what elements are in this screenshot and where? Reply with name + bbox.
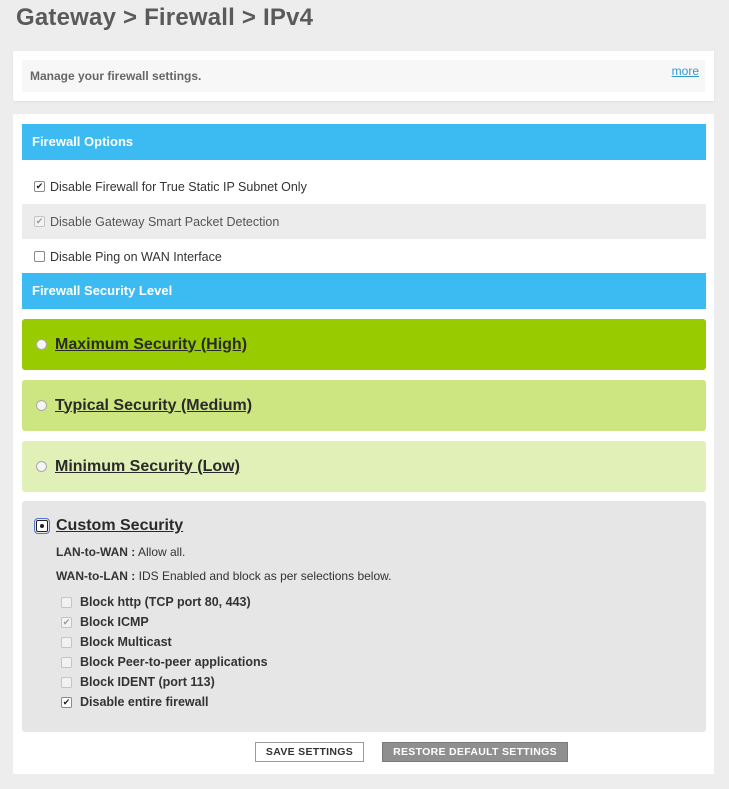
- wan-to-lan-key: WAN-to-LAN :: [56, 569, 136, 583]
- level-low-radio[interactable]: [36, 461, 47, 472]
- custom-security-label[interactable]: Custom Security: [56, 517, 184, 534]
- lan-to-wan-info: [56, 545, 185, 559]
- block-ident-label: Block IDENT (port 113): [80, 675, 215, 689]
- lan-to-wan-value: Allow all.: [135, 545, 186, 559]
- block-icmp-label: Block ICMP: [80, 615, 149, 629]
- block-p2p-row: [61, 655, 268, 669]
- main-panel: [13, 114, 714, 774]
- option-row-static-ip[interactable]: [22, 169, 706, 204]
- block-http-label: Block http (TCP port 80, 443): [80, 595, 251, 609]
- block-http-row: [61, 595, 251, 609]
- wan-to-lan-value: IDS Enabled and block as per selections below.: [135, 569, 392, 583]
- level-low-label[interactable]: Minimum Security (Low): [55, 457, 240, 475]
- smart-packet-checkbox: [34, 216, 45, 227]
- level-medium-radio[interactable]: [36, 400, 47, 411]
- option-label: Disable Firewall for True Static IP Subnet Only: [50, 179, 307, 194]
- custom-security-box: [22, 501, 706, 732]
- level-high-label[interactable]: Maximum Security (High): [55, 335, 248, 353]
- disable-firewall-label: Disable entire firewall: [80, 695, 209, 709]
- block-multicast-checkbox: [61, 637, 72, 648]
- disable-firewall-row[interactable]: [61, 695, 209, 709]
- block-ident-checkbox: [61, 677, 72, 688]
- custom-security-head[interactable]: [36, 517, 183, 535]
- option-row-disable-ping[interactable]: [22, 239, 706, 274]
- level-low[interactable]: [22, 441, 706, 492]
- block-ident-row: [61, 675, 215, 689]
- firewall-options-header: Firewall Options: [22, 124, 706, 160]
- option-label: Disable Ping on WAN Interface: [50, 249, 222, 264]
- level-medium-label[interactable]: Typical Security (Medium): [55, 396, 253, 414]
- security-level-header: Firewall Security Level: [22, 273, 706, 309]
- intro-box: [22, 60, 705, 92]
- option-row-smart-packet: [22, 204, 706, 239]
- block-icmp-checkbox: [61, 617, 72, 628]
- block-icmp-row: [61, 615, 149, 629]
- level-medium[interactable]: [22, 380, 706, 431]
- custom-security-radio[interactable]: [36, 520, 48, 532]
- disable-firewall-checkbox[interactable]: [61, 697, 72, 708]
- block-p2p-label: Block Peer-to-peer applications: [80, 655, 268, 669]
- intro-text: Manage your firewall settings.: [30, 69, 202, 83]
- block-multicast-row: [61, 635, 172, 649]
- block-multicast-label: Block Multicast: [80, 635, 172, 649]
- restore-defaults-button[interactable]: RESTORE DEFAULT SETTINGS: [382, 742, 568, 762]
- save-settings-button[interactable]: SAVE SETTINGS: [255, 742, 364, 762]
- lan-to-wan-key: LAN-to-WAN :: [56, 545, 136, 559]
- intro-panel: [13, 51, 714, 101]
- static-ip-checkbox[interactable]: [34, 181, 45, 192]
- level-high-radio[interactable]: [36, 339, 47, 350]
- block-p2p-checkbox: [61, 657, 72, 668]
- level-high[interactable]: [22, 319, 706, 370]
- page-title: Gateway > Firewall > IPv4: [16, 4, 314, 31]
- more-link[interactable]: more: [671, 64, 699, 78]
- disable-ping-checkbox[interactable]: [34, 251, 45, 262]
- wan-to-lan-info: [56, 569, 391, 583]
- option-label: Disable Gateway Smart Packet Detection: [50, 214, 280, 229]
- block-http-checkbox: [61, 597, 72, 608]
